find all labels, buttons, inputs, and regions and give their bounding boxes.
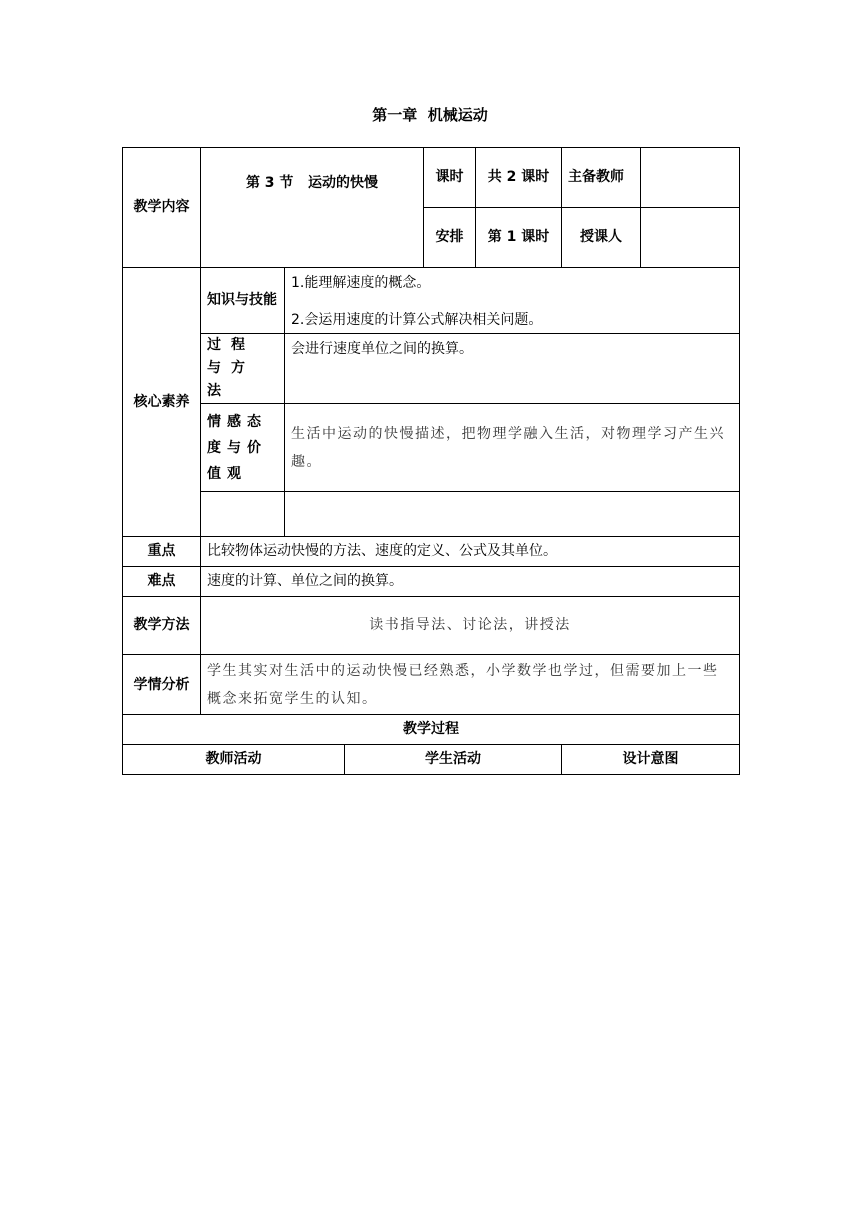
period-label-cell-2 <box>424 208 476 268</box>
section-title: 第 3 节 运动的快慢 <box>245 175 379 191</box>
design-intent-label: 设计意图 <box>622 751 679 767</box>
emotion-value: 生活中运动的快慢描述，把物理学融入生活，对物理学习产生兴趣。 <box>291 425 725 470</box>
process-label: 过程与方法 <box>207 337 255 399</box>
content-label-cell <box>123 148 201 268</box>
current-period: 第 1 课时 <box>487 229 550 245</box>
page-title: 第一章 机械运动 <box>372 106 488 124</box>
emotion-cell <box>285 404 740 492</box>
difficult-point-value: 速度的计算、单位之间的换算。 <box>207 573 403 589</box>
lesson-plan-table <box>122 147 740 775</box>
key-point-cell <box>201 537 740 567</box>
key-point-value: 比较物体运动快慢的方法、速度的定义、公式及其单位。 <box>207 543 557 559</box>
student-activity-label: 学生活动 <box>425 751 481 767</box>
teacher-activity-label: 教师活动 <box>205 751 262 767</box>
process-value: 会进行速度单位之间的换算。 <box>291 341 473 357</box>
core-label: 核心素养 <box>133 393 190 410</box>
knowledge-label-cell <box>201 268 285 334</box>
method-label-cell <box>123 597 201 655</box>
design-intent-header <box>562 745 740 775</box>
core-extra-cell <box>285 492 740 537</box>
key-point-label: 重点 <box>147 543 176 559</box>
total-periods-cell <box>476 148 562 208</box>
method-label: 教学方法 <box>133 617 190 633</box>
teacher-activity-header <box>123 745 345 775</box>
current-period-cell <box>476 208 562 268</box>
period-label-1: 课时 <box>435 169 464 185</box>
difficult-point-label-cell <box>123 567 201 597</box>
student-activity-header <box>345 745 562 775</box>
lecturer-label-cell <box>562 208 641 268</box>
lecturer-label: 授课人 <box>580 229 622 245</box>
lead-teacher-label-cell <box>562 148 641 208</box>
core-label-cell <box>123 268 201 537</box>
method-cell <box>201 597 740 655</box>
period-label-cell-1 <box>424 148 476 208</box>
difficult-point-cell <box>201 567 740 597</box>
analysis-value: 学生其实对生活中的运动快慢已经熟悉，小学数学也学过，但需要加上一些概念来拓宽学生的认知。 <box>207 662 719 707</box>
difficult-point-label: 难点 <box>147 573 176 589</box>
process-cell <box>285 334 740 404</box>
method-value: 读书指导法、讨论法，讲授法 <box>369 617 571 633</box>
content-label: 教学内容 <box>133 199 190 215</box>
process-title-cell <box>123 715 740 745</box>
key-point-label-cell <box>123 537 201 567</box>
core-extra-label-cell <box>201 492 285 537</box>
knowledge-label: 知识与技能 <box>207 292 277 308</box>
lead-teacher-value-cell[interactable] <box>641 148 740 208</box>
knowledge-cell <box>285 268 740 334</box>
emotion-label: 情感态度与价值观 <box>207 413 267 482</box>
lecturer-value-cell[interactable] <box>641 208 740 268</box>
section-cell <box>201 148 424 268</box>
knowledge-item-1: 1.能理解速度的概念。 <box>291 275 431 291</box>
lead-teacher-label: 主备教师 <box>568 169 624 185</box>
process-label-cell <box>201 334 285 404</box>
period-label-2: 安排 <box>435 229 464 245</box>
emotion-label-cell <box>201 404 285 492</box>
analysis-cell <box>201 655 740 715</box>
analysis-label: 学情分析 <box>133 676 190 693</box>
process-title: 教学过程 <box>403 721 459 737</box>
analysis-label-cell <box>123 655 201 715</box>
total-periods: 共 2 课时 <box>487 169 550 185</box>
knowledge-item-2: 2.会运用速度的计算公式解决相关问题。 <box>291 312 543 328</box>
